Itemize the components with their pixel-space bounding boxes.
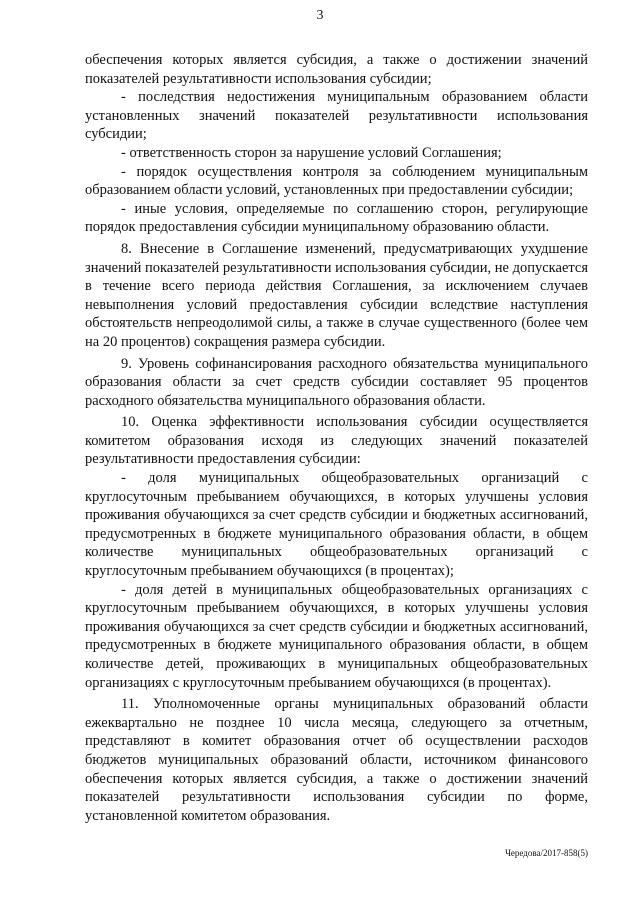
paragraph-5: 8. Внесение в Соглашение изменений, предусматривающих ухудшение значений показателей результативности использования субсидии, не допускается в течение всего периода действия Соглашения, за исключением случаев невыполнения условий предоставления субсидии вследствие наступления обстоятельств непреодолимой силы, а также в случае существенного (более чем на 20 процентов) сокращения размера субсидии. bbox=[85, 240, 588, 350]
paragraph-6: 9. Уровень софинансирования расходного обязательства муниципального образования области за счет средств субсидии составляет 95 процентов расходного обязательства муниципального образования области. bbox=[85, 355, 588, 409]
document-body bbox=[85, 51, 588, 825]
paragraph-2: - ответственность сторон за нарушение условий Соглашения; bbox=[121, 144, 502, 161]
paragraph-3: - порядок осуществления контроля за соблюдением муниципальным образованием области условий, установленных при предоставлении субсидии; bbox=[85, 163, 588, 199]
paragraph-0: обеспечения которых является субсидия, а также о достижении значений показателей результативности использования субсидии; bbox=[85, 52, 588, 87]
paragraph-4: - иные условия, определяемые по соглашению сторон, регулирующие порядок предоставления субсидии муниципальному образованию области. bbox=[85, 200, 588, 236]
paragraph-8: - доля муниципальных общеобразовательных организаций с круглосуточным пребыванием обучающихся, в которых улучшены условия проживания обучающихся за счет средств субсидии и бюджетных ассигнований, предусмотренных в бюджете муниципального образования области, в общем количестве муниципальных общеобразовательных организаций с круглосуточным пребыванием обучающихся (в процентах); bbox=[85, 470, 588, 580]
footer-reference: Чередова/2017-858(5) bbox=[505, 848, 588, 858]
page-number: 3 bbox=[316, 8, 324, 23]
paragraph-9: - доля детей в муниципальных общеобразовательных организациях с круглосуточным пребыванием обучающихся, в которых улучшены условия проживания обучающихся за счет средств субсидии и бюджетных ассигнований, предусмотренных в бюджете муниципального образования области, в общем количестве детей, проживающих в муниципальных общеобразовательных организациях с круглосуточным пребыванием обучающихся (в процентах). bbox=[85, 581, 588, 691]
paragraph-7: 10. Оценка эффективности использования субсидии осуществляется комитетом образования исходя из следующих значений показателей результативности предоставления субсидии: bbox=[85, 414, 588, 468]
paragraph-1: - последствия недостижения муниципальным образованием области установленных значений показателей результативности использования субсидии; bbox=[85, 89, 588, 143]
paragraph-10: 11. Уполномоченные органы муниципальных образований области ежеквартально не позднее 10 числа месяца, следующего за отчетным, представляют в комитет образования отчет об осуществлении расходов бюджетов муниципальных образований области, источником финансового обеспечения которых является субсидия, а также о достижении значений показателей результативности использования субсидии по форме, установленной комитетом образования. bbox=[85, 696, 588, 824]
